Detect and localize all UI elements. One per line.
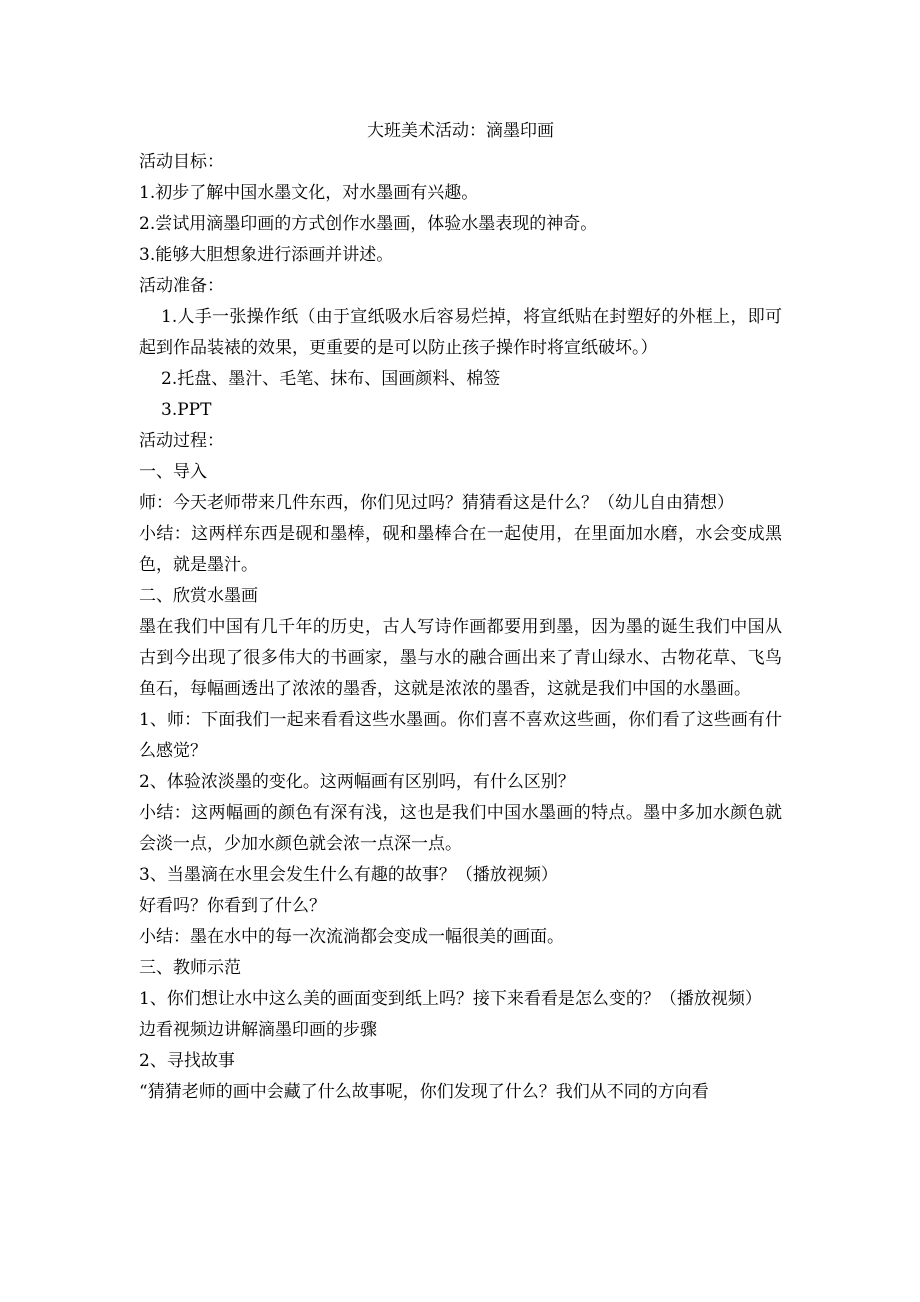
section-heading-goals: 活动目标： xyxy=(139,152,224,172)
demo-item-1: 1、你们想让水中这么美的画面变到纸上吗？接下来看看是怎么变的？（播放视频） xyxy=(139,989,762,1009)
appreciate-item-2: 2、体验浓淡墨的变化。这两幅画有区别吗，有什么区别？ xyxy=(139,772,575,792)
goal-item-1: 1.初步了解中国水墨文化，对水墨画有兴趣。 xyxy=(139,183,479,203)
goal-item-2: 2.尝试用滴墨印画的方式创作水墨画，体验水墨表现的神奇。 xyxy=(139,214,598,234)
demo-note: 边看视频边讲解滴墨印画的步骤 xyxy=(139,1020,377,1040)
section-heading-process: 活动过程： xyxy=(139,431,224,451)
appreciate-item-1: 1、师：下面我们一起来看看这些水墨画。你们喜不喜欢这些画，你们看了这些画有什么感觉？ xyxy=(139,710,782,761)
paragraph-ink-history: 墨在我们中国有几千年的历史，古人写诗作画都要用到墨，因为墨的诞生我们中国从古到今出现了很多伟大的书画家，墨与水的融合画出来了青山绿水、古物花草、飞鸟鱼石，每幅画透出了浓浓的墨香，这就是浓浓的墨香，这就是我们中国的水墨画。 xyxy=(139,617,782,699)
appreciate-item-3: 3、当墨滴在水里会发生什么有趣的故事？（播放视频） xyxy=(139,865,558,885)
preparation-item-3: 3.PPT xyxy=(161,400,212,420)
preparation-item-1: 1.人手一张操作纸（由于宣纸吸水后容易烂掉，将宣纸贴在封塑好的外框上，即可起到作品装裱的效果，更重要的是可以防止孩子操作时将宣纸破坏。） xyxy=(139,307,782,358)
document-title: 大班美术活动：滴墨印画 xyxy=(367,121,554,141)
step-heading-appreciate: 二、欣赏水墨画 xyxy=(139,586,258,606)
demo-quote: “猜猜老师的画中会藏了什么故事呢，你们发现了什么？我们从不同的方向看 xyxy=(139,1082,709,1102)
summary-intro: 小结：这两样东西是砚和墨棒，砚和墨棒合在一起使用，在里面加水磨，水会变成黑色，就是墨汁。 xyxy=(139,524,782,575)
preparation-item-2: 2.托盘、墨汁、毛笔、抹布、国画颜料、棉签 xyxy=(161,369,501,389)
teacher-line-intro: 师：今天老师带来几件东西，你们见过吗？猜猜看这是什么？（幼儿自由猜想） xyxy=(139,493,734,513)
question-line: 好看吗？你看到了什么？ xyxy=(139,896,326,916)
section-heading-preparation: 活动准备： xyxy=(139,276,224,296)
goal-item-3: 3.能够大胆想象进行添画并讲述。 xyxy=(139,245,394,265)
demo-item-2: 2、寻找故事 xyxy=(139,1051,235,1071)
summary-ink-shades: 小结：这两幅画的颜色有深有浅，这也是我们中国水墨画的特点。墨中多加水颜色就会淡一点，少加水颜色就会浓一点深一点。 xyxy=(139,803,782,854)
step-heading-intro: 一、导入 xyxy=(139,462,207,482)
step-heading-demo: 三、教师示范 xyxy=(139,958,241,978)
document-body xyxy=(139,116,782,1108)
summary-ink-water: 小结：墨在水中的每一次流淌都会变成一幅很美的画面。 xyxy=(139,927,564,947)
